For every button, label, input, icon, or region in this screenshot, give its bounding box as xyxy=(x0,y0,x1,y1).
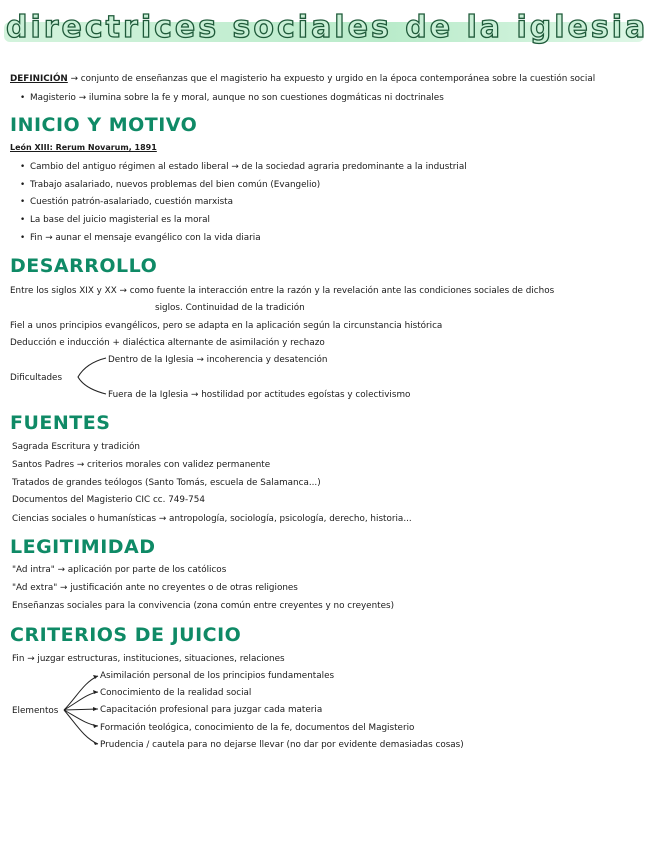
list-item: • Cambio del antiguo régimen al estado liberal → de la sociedad agraria predominante a la industrial xyxy=(30,161,467,173)
heading-legitimidad: LEGITIMIDAD xyxy=(10,536,156,558)
list-item: Enseñanzas sociales para la convivencia (zona común entre creyentes y no creyentes) xyxy=(12,601,395,611)
list-item: Sagrada Escritura y tradición xyxy=(12,442,140,452)
list-item: Tratados de grandes teólogos (Santo Tomás, escuela de Salamanca...) xyxy=(12,478,321,488)
elementos-item: Prudencia / cautela para no dejarse llevar (no dar por evidente demasiadas cosas) xyxy=(100,740,464,750)
inicio-subheading: León XIII: Rerum Novarum, 1891 xyxy=(10,143,157,152)
dificultades-item: Dentro de la Iglesia → incoherencia y desatención xyxy=(108,355,328,365)
definicion-bullet: • Magisterio → ilumina sobre la fe y moral, aunque no son cuestiones dogmáticas ni doctrinales xyxy=(30,92,444,104)
definicion-text: → conjunto de enseñanzas que el magisterio ha expuesto y urgido en la época contemporánea sobre la cuestión social xyxy=(70,74,596,84)
elementos-label: Elementos xyxy=(12,706,59,716)
dificultades-item: Fuera de la Iglesia → hostilidad por actitudes egoístas y colectivismo xyxy=(108,390,411,400)
list-item: • Fin → aunar el mensaje evangélico con la vida diaria xyxy=(30,232,261,244)
desarrollo-line-3: Deducción e inducción + dialéctica alternante de asimilación y rechazo xyxy=(10,338,325,348)
criterios-fin: Fin → juzgar estructuras, instituciones, situaciones, relaciones xyxy=(12,654,285,664)
heading-fuentes: FUENTES xyxy=(10,412,111,434)
dificultades-brace xyxy=(76,356,108,396)
list-item: • La base del juicio magisterial es la moral xyxy=(30,214,210,226)
elementos-item: Asimilación personal de los principios fundamentales xyxy=(100,671,335,681)
list-item: • Trabajo asalariado, nuevos problemas del bien común (Evangelio) xyxy=(30,179,320,191)
desarrollo-line-2: Fiel a unos principios evangélicos, pero se adapta en la aplicación según la circunstancia histórica xyxy=(10,321,443,331)
heading-inicio: INICIO Y MOTIVO xyxy=(10,114,198,136)
list-item: "Ad extra" → justificación ante no creyentes o de otras religiones xyxy=(12,583,298,593)
heading-desarrollo: DESARROLLO xyxy=(10,255,158,277)
elementos-arrows xyxy=(62,672,102,748)
elementos-item: Capacitación profesional para juzgar cada materia xyxy=(100,705,323,715)
heading-criterios: CRITERIOS DE JUICIO xyxy=(10,624,242,646)
list-item: Santos Padres → criterios morales con validez permanente xyxy=(12,460,271,470)
desarrollo-line-1: Entre los siglos XIX y XX → como fuente la interacción entre la razón y la revelación ante las condiciones sociales de dichos xyxy=(10,286,555,296)
desarrollo-line-1b: siglos. Continuidad de la tradición xyxy=(155,303,305,313)
list-item: • Cuestión patrón-asalariado, cuestión marxista xyxy=(30,196,233,208)
definicion-line xyxy=(10,73,595,85)
page-title: directrices sociales de la iglesia xyxy=(6,10,649,45)
list-item: Documentos del Magisterio CIC cc. 749-754 xyxy=(12,495,205,505)
elementos-item: Formación teológica, conocimiento de la fe, documentos del Magisterio xyxy=(100,723,415,733)
list-item: Ciencias sociales o humanísticas → antropología, sociología, psicología, derecho, historia... xyxy=(12,514,412,524)
dificultades-label: Dificultades xyxy=(10,373,63,383)
list-item: "Ad intra" → aplicación por parte de los católicos xyxy=(12,565,227,575)
definicion-label: DEFINICIÓN xyxy=(10,74,68,84)
elementos-item: Conocimiento de la realidad social xyxy=(100,688,252,698)
